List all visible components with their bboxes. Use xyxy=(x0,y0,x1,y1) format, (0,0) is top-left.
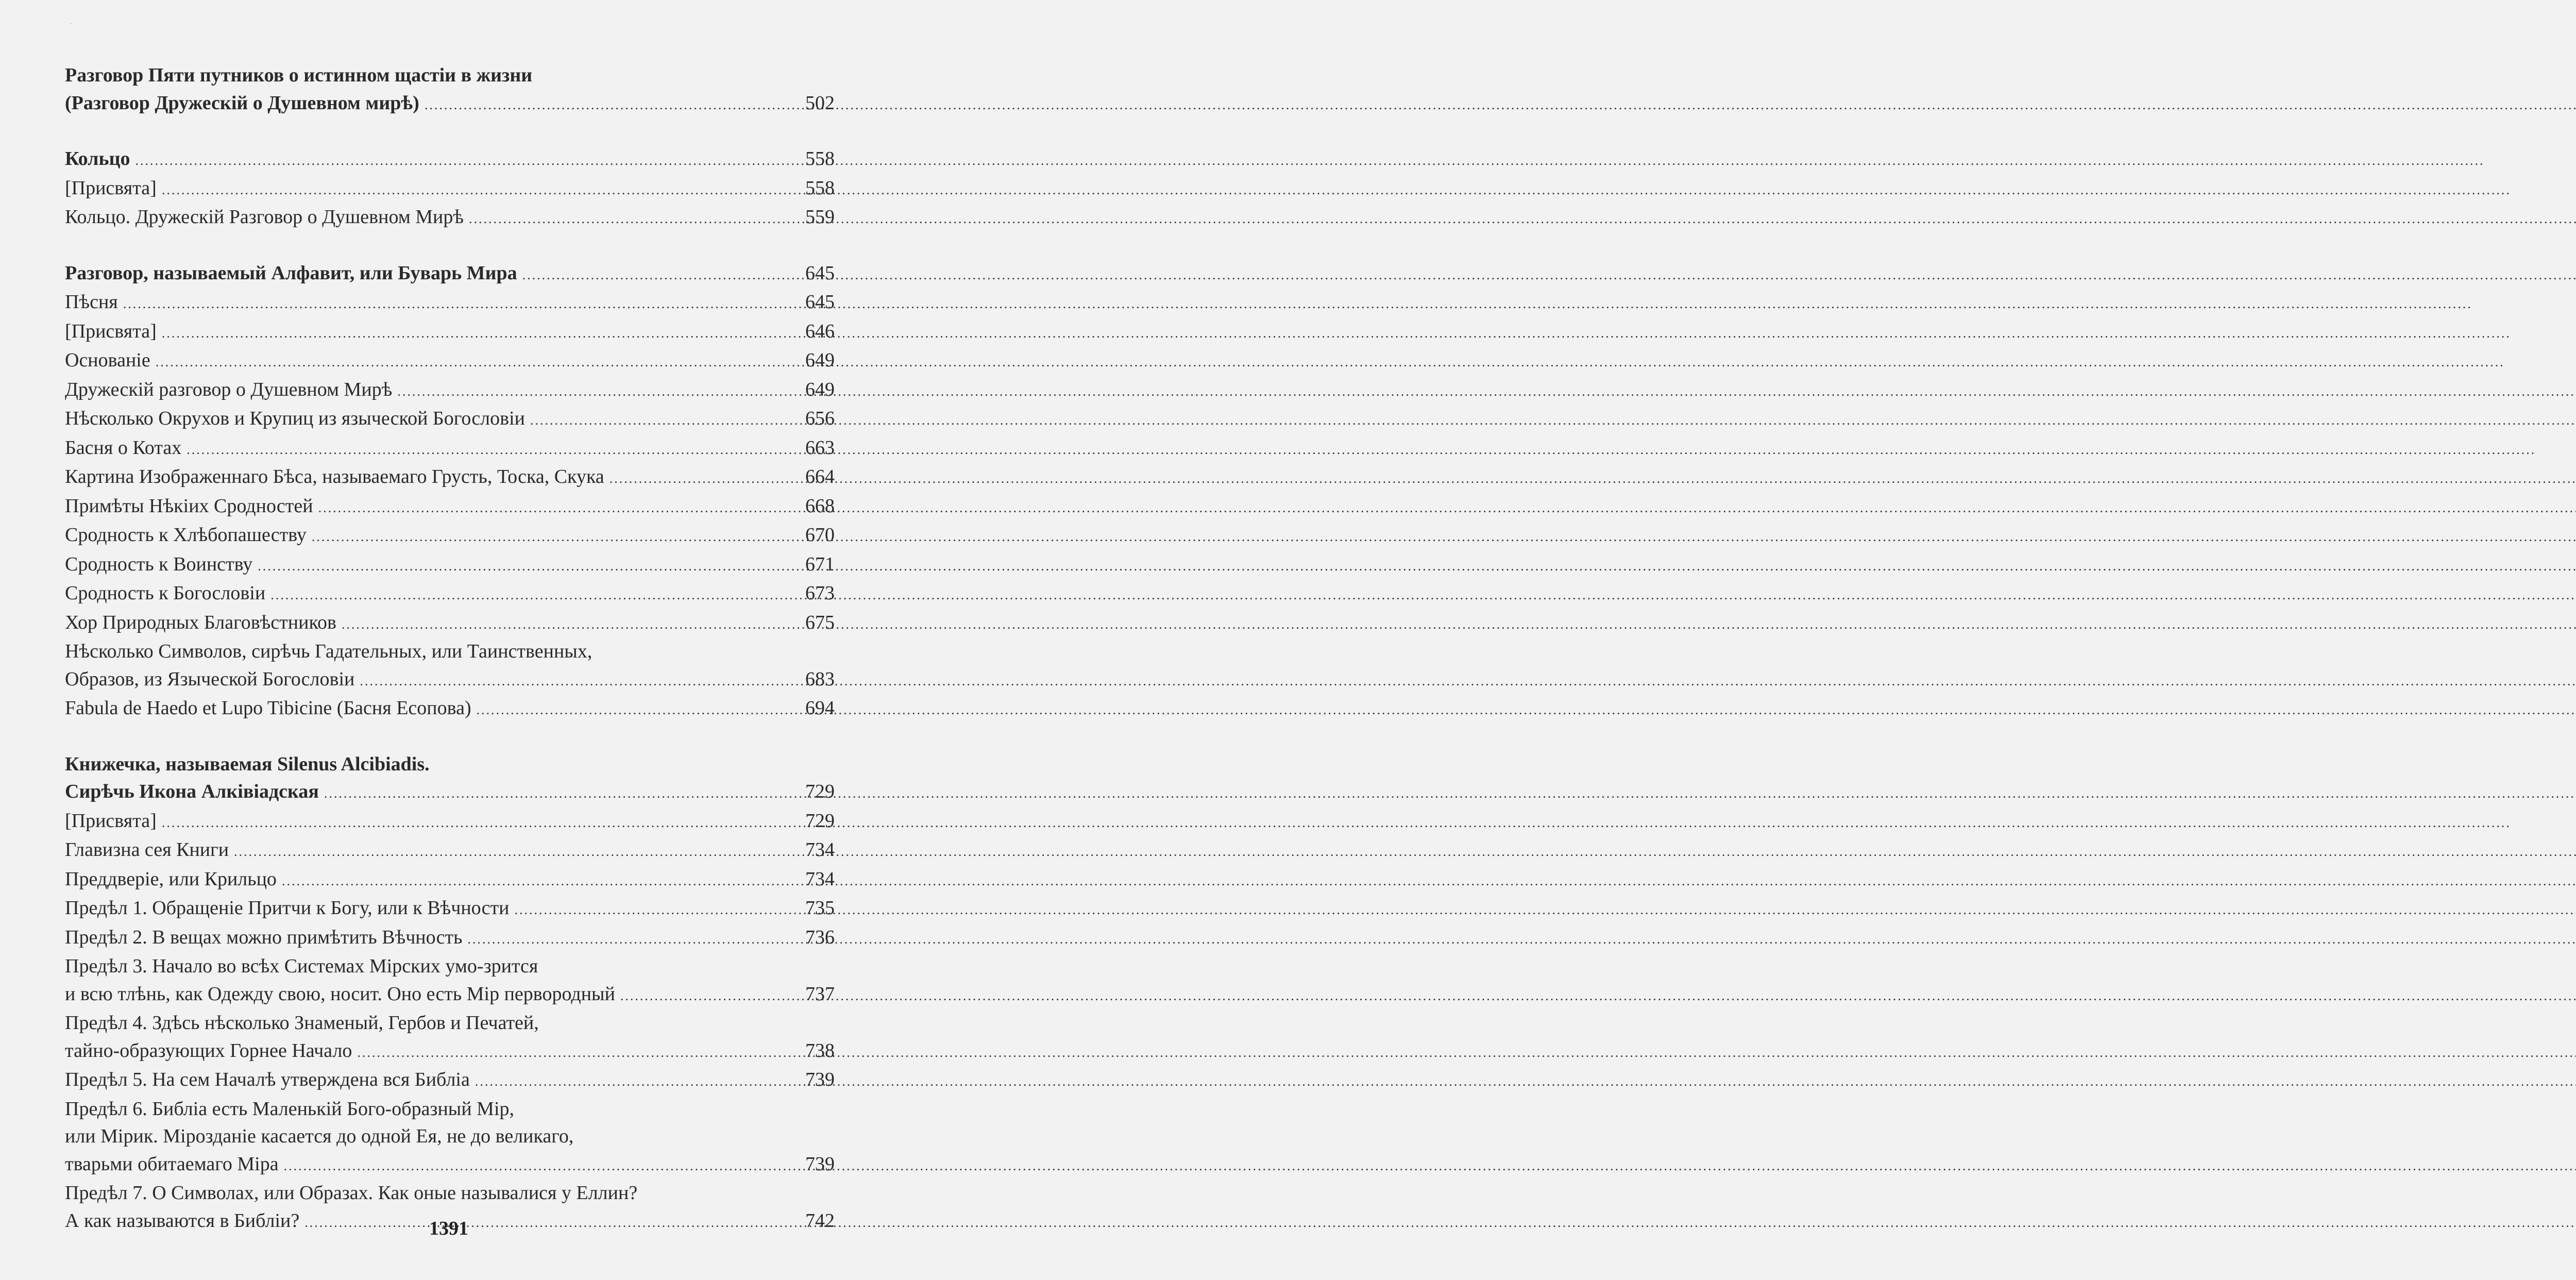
toc-entry-page: 735 xyxy=(805,897,835,919)
toc-entry xyxy=(65,866,835,895)
toc-entry-title: Сродность к Хлѣбопашеству xyxy=(65,524,307,546)
toc-entry-title: Книжечка, называемая Silenus Alcibiadis. xyxy=(65,753,430,775)
toc-entry-title: Кольцо. Дружескiй Разговор о Душевном Мирѣ xyxy=(65,206,464,228)
toc-entry-title: [Присвята] xyxy=(65,810,157,832)
toc-entry-page: 739 xyxy=(805,1069,835,1090)
toc-entry-page: 558 xyxy=(805,148,835,170)
toc-entry-page: 737 xyxy=(805,983,835,1005)
toc-entry xyxy=(65,289,835,318)
toc-entry xyxy=(65,551,835,580)
toc-entry-page: 675 xyxy=(805,611,835,633)
toc-entry-page: 670 xyxy=(805,524,835,546)
toc-entry xyxy=(65,638,835,666)
toc-entry-title: Сродность к Богословiи xyxy=(65,582,266,604)
dot-leader xyxy=(360,667,802,695)
toc-entry xyxy=(65,434,835,464)
toc-entry xyxy=(65,1037,835,1067)
toc-entry xyxy=(65,836,835,866)
toc-entry-title: (Разговор Дружескiй о Душевном мирѣ) xyxy=(65,92,419,114)
toc-entry xyxy=(65,260,835,289)
toc-entry-page: 646 xyxy=(805,320,835,342)
dot-leader xyxy=(342,611,802,638)
toc-entry xyxy=(65,62,835,90)
dot-leader xyxy=(477,696,802,724)
dot-leader xyxy=(156,348,802,376)
toc-entry xyxy=(65,666,835,695)
toc-entry xyxy=(65,807,835,837)
toc-entry-title: Пѣсня xyxy=(65,291,118,313)
toc-entry-title: Основанiе xyxy=(65,349,150,371)
toc-entry xyxy=(65,1180,835,1207)
toc-entry-page: 502 xyxy=(805,92,835,114)
toc-entry xyxy=(65,175,835,204)
toc-entry-title: Предѣл 5. На сем Началѣ утверждена вся Библiа xyxy=(65,1069,470,1090)
toc-entry xyxy=(65,1009,835,1037)
toc-entry xyxy=(65,493,835,522)
toc-entry-title: Хор Природных Благовѣстников xyxy=(65,611,336,633)
toc-entry-page: 683 xyxy=(805,668,835,690)
toc-entry-title: Сродность к Воинству xyxy=(65,553,253,575)
toc-entry xyxy=(65,521,835,551)
toc-entry-page: 671 xyxy=(805,553,835,575)
toc-entry-page: 558 xyxy=(805,177,835,199)
toc-entry-title: Fabula de Haedo et Lupo Tibicine (Басня Есопова) xyxy=(65,697,471,719)
dot-leader xyxy=(312,523,802,551)
toc-entry-title: и всю тлѣнь, как Одежду свою, носит. Оно есть Мiр первородный xyxy=(65,983,615,1005)
toc-entry xyxy=(65,318,835,347)
toc-entry-title: Преддверiе, или Крильцо xyxy=(65,868,277,890)
dot-leader xyxy=(609,465,802,493)
toc-entry xyxy=(65,695,835,724)
toc-entry-title: Примѣты Нѣкiих Сродностей xyxy=(65,495,313,517)
toc-section xyxy=(65,751,835,1237)
toc-entry xyxy=(65,580,835,609)
toc-entry xyxy=(65,953,835,981)
toc-entry-title: Нѣсколько Окрухов и Крупиц из языческой Богословiи xyxy=(65,408,525,429)
dot-leader xyxy=(270,581,802,609)
toc-entry-title: Дружескiй разговор о Душевном Мирѣ xyxy=(65,378,393,400)
toc-entry-title: Предѣл 6. Библiа есть Маленькiй Бого-образный Мiр, xyxy=(65,1098,514,1120)
toc-entry-title: тайно-образующих Горнее Начало xyxy=(65,1039,352,1062)
toc-entry-page: 729 xyxy=(805,781,835,802)
toc-entry-page: 673 xyxy=(805,582,835,604)
dot-leader xyxy=(284,1152,802,1180)
dot-leader xyxy=(318,494,802,522)
toc-entry-title: Разговор, называемый Алфавит, или Буварь Мира xyxy=(65,262,517,284)
table-of-contents xyxy=(65,62,835,1263)
toc-entry-page: 736 xyxy=(805,926,835,948)
dot-leader xyxy=(469,205,802,233)
toc-entry-page: 729 xyxy=(805,810,835,832)
toc-entry-page: 649 xyxy=(805,378,835,400)
toc-entry-page: 664 xyxy=(805,466,835,487)
toc-entry xyxy=(65,376,835,406)
toc-entry-page: 738 xyxy=(805,1039,835,1062)
toc-entry-title: Предѣл 2. В вещах можно примѣтить Вѣчность xyxy=(65,926,463,948)
dot-leader xyxy=(123,290,802,318)
dot-leader xyxy=(475,1068,802,1096)
toc-entry-page: 559 xyxy=(805,206,835,228)
toc-entry-title: Главизна сея Книги xyxy=(65,839,229,861)
toc-entry-title: [Присвята] xyxy=(65,177,157,199)
toc-entry-title: Образов, из Языческой Богословiи xyxy=(65,668,355,690)
dot-leader xyxy=(530,407,802,434)
dot-leader xyxy=(522,261,802,289)
toc-entry-page: 668 xyxy=(805,495,835,517)
toc-entry-page: 656 xyxy=(805,408,835,429)
corner-mark: · xyxy=(70,21,73,28)
toc-entry xyxy=(65,204,835,233)
dot-leader xyxy=(187,436,802,464)
toc-entry xyxy=(65,405,835,434)
dot-leader xyxy=(425,91,802,119)
toc-entry-title: А как называются в Библiи? xyxy=(65,1209,300,1232)
toc-section xyxy=(65,260,835,724)
toc-entry xyxy=(65,609,835,638)
dot-leader xyxy=(282,867,802,895)
dot-leader xyxy=(258,552,802,580)
dot-leader xyxy=(162,809,802,837)
toc-entry xyxy=(65,1123,835,1151)
toc-entry xyxy=(65,90,835,119)
toc-entry-title: Предѣл 1. Обращенiе Притчи к Богу, или к Вѣчности xyxy=(65,897,510,919)
toc-entry-title: Предѣл 4. Здѣсь нѣсколько Знаменый, Гербов и Печатей, xyxy=(65,1012,539,1034)
toc-entry-title: Басня о Котах xyxy=(65,436,182,459)
toc-entry-title: Разговор Пяти путников о истинном щастiи в жизни xyxy=(65,64,533,86)
dot-leader xyxy=(620,982,802,1010)
toc-entry-title: Кольцо xyxy=(65,148,130,170)
toc-entry-page: 739 xyxy=(805,1153,835,1175)
toc-entry-title: Картина Изображеннаго Бѣса, называемаго Грусть, Тоска, Скука xyxy=(65,466,604,487)
toc-entry-page: 645 xyxy=(805,262,835,284)
toc-section xyxy=(65,145,835,233)
toc-entry xyxy=(65,145,835,175)
page-number: 1391 xyxy=(429,1218,468,1239)
toc-entry-page: 734 xyxy=(805,839,835,861)
toc-entry-title: Сирѣчь Икона Алкiвiадская xyxy=(65,781,319,802)
toc-entry-title: тварьми обитаемаго Мiра xyxy=(65,1153,279,1175)
dot-leader xyxy=(514,896,802,924)
toc-entry xyxy=(65,895,835,924)
dot-leader xyxy=(467,925,802,953)
dot-leader xyxy=(162,176,802,204)
dot-leader xyxy=(324,780,802,807)
toc-entry xyxy=(65,981,835,1010)
toc-entry-title: Нѣсколько Символов, сирѣчь Гадательных, или Таинственных, xyxy=(65,641,592,662)
toc-entry-page: 663 xyxy=(805,436,835,459)
toc-section xyxy=(65,62,835,119)
toc-entry-title: или Мiрик. Мiрозданiе касается до одной Ея, не до великаго, xyxy=(65,1125,574,1147)
dot-leader xyxy=(234,838,802,866)
toc-entry-page: 742 xyxy=(805,1209,835,1232)
dot-leader xyxy=(357,1039,802,1067)
toc-entry xyxy=(65,463,835,493)
toc-entry xyxy=(65,751,835,779)
toc-entry-page: 649 xyxy=(805,349,835,371)
toc-entry xyxy=(65,347,835,376)
dot-leader xyxy=(162,319,802,347)
toc-entry-page: 694 xyxy=(805,697,835,719)
toc-entry xyxy=(65,778,835,807)
toc-entry-title: Предѣл 7. О Символах, или Образах. Как оные называлися у Еллин? xyxy=(65,1182,638,1204)
dot-leader xyxy=(397,378,802,406)
toc-entry-page: 734 xyxy=(805,868,835,890)
toc-entry xyxy=(65,1066,835,1096)
dot-leader xyxy=(135,147,802,175)
toc-entry xyxy=(65,1151,835,1180)
toc-entry-title: [Присвята] xyxy=(65,320,157,342)
toc-entry xyxy=(65,924,835,953)
toc-entry xyxy=(65,1096,835,1123)
toc-entry-page: 645 xyxy=(805,291,835,313)
toc-entry-title: Предѣл 3. Начало во всѣх Системах Мiрских умо-зрится xyxy=(65,955,538,977)
